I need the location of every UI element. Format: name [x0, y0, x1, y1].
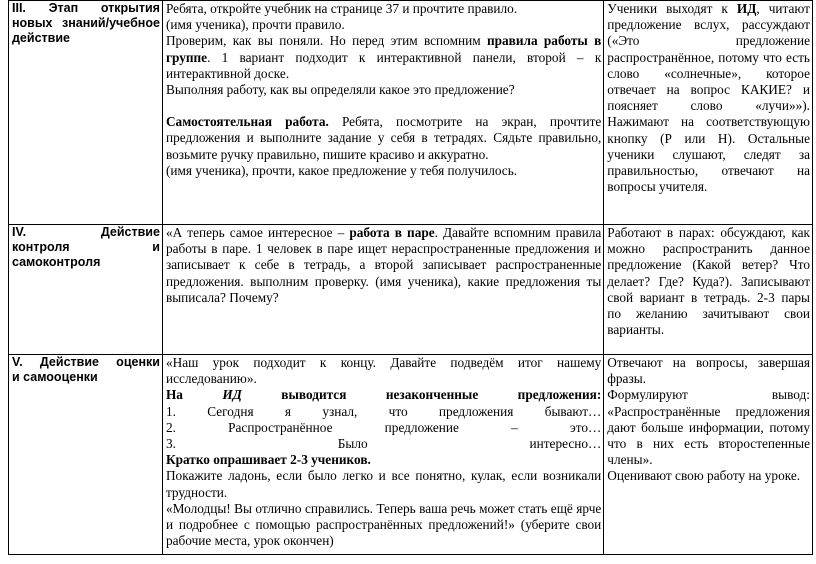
teacher-text: «Наш урок подходит к концу. Давайте подведём итог нашему исследованию».	[165, 355, 602, 387]
students-text: Формулируют вывод: «Распространённые предложения дают больше информации, потому что в них есть второстепенные члены».	[607, 387, 810, 468]
lesson-plan-table	[8, 0, 813, 555]
list-item: 1. Сегодня я узнал, что предложения бывают…	[165, 403, 602, 419]
teacher-activity-cell	[162, 225, 603, 355]
students-text: Отвечают на вопросы, завершая фразы.	[607, 355, 810, 387]
table-row-stage-4	[9, 225, 813, 355]
stage-cell	[9, 225, 163, 355]
bold-abbreviation: ИД	[222, 387, 242, 403]
teacher-text: Ребята, откройте учебник на странице 37 и прочтите правило.	[165, 1, 518, 16]
teacher-text: Выполняя работу, как вы определяли какое это предложение?	[165, 82, 515, 98]
table-row-stage-5	[9, 355, 813, 555]
stage-subtitle: контроля и самоконтроля	[12, 240, 160, 269]
students-activity-cell	[604, 1, 813, 225]
teacher-text: Самостоятельная работа. Ребята, посмотрите на экран, прочтите предложения и выполните задание у себя в тетрадях. Сядьте правильно, возьмите ручку правильно, пишите красиво и аккуратно.	[165, 114, 602, 162]
stage-cell	[9, 355, 163, 555]
stage-title: V. Действие оценки	[12, 355, 160, 369]
stage-title: IV. Действие	[12, 225, 160, 239]
students-text: Ученики выходят к ИД, читают предложение вслух, рассуждают («Это предложение распространённое, потому что есть слово «солнечные», которое отвечает на вопрос КАКИЕ? и поясняет слово «лучи»»). Нажимают на соответствующую кнопку (Р или Н). Остальные ученики слушают, следят за правильностью, отвечают на вопросы учителя.	[607, 1, 810, 195]
bold-phrase: Самостоятельная работа.	[165, 114, 329, 130]
teacher-text: (имя ученика), прочти правило.	[165, 17, 345, 33]
teacher-text: «Молодцы! Вы отлично справились. Теперь ваша речь может стать ещё ярче и подробнее с помощью распространённых предложений!» (уберите свои рабочие места, урок окончен)	[165, 500, 602, 549]
teacher-text: Покажите ладонь, если было легко и все понятно, кулак, если возникали трудности.	[165, 468, 602, 500]
students-activity-cell	[604, 225, 813, 355]
students-activity-cell	[604, 355, 813, 555]
teacher-text: «А теперь самое интересное – работа в паре. Давайте вспомним правила работы в паре. 1 человек в паре ищет нераспространенные предложения и записывает к себе в тетрадь, а второй записывает распространенные предложения. выполним проверку. (имя ученика), какие предложения ты выписала? Почему?	[165, 225, 602, 305]
teacher-activity-cell	[162, 355, 603, 555]
stage-cell	[9, 1, 163, 225]
teacher-text: (имя ученика), прочти, какое предложение у тебя получилось.	[165, 162, 518, 178]
list-item: 3. Было интересно…	[165, 436, 602, 452]
stage-title: III. Этап открытия	[12, 1, 160, 15]
stage-subtitle: новых знаний/учебное действие	[12, 16, 160, 45]
teacher-text: Кратко опрашивает 2-3 учеников.	[165, 452, 371, 468]
bold-abbreviation: ИД	[736, 1, 757, 16]
teacher-activity-cell	[162, 1, 603, 225]
teacher-text: Проверим, как вы поняли. Но перед этим вспомним правила работы в группе. 1 вариант подходит к интерактивной панели, второй – к интерактивной доске.	[165, 33, 602, 81]
students-text: Оценивают свою работу на уроке.	[607, 468, 801, 484]
list-item: 2. Распространённое предложение – это…	[165, 419, 602, 435]
table-row-stage-3	[9, 1, 813, 225]
bold-phrase: правила работы в группе	[165, 33, 602, 65]
teacher-text: На ИД выводится незаконченные предложения:	[165, 387, 602, 403]
bold-phrase: работа в паре	[349, 225, 435, 240]
stage-subtitle: и самооценки	[12, 370, 98, 384]
students-text: Работают в парах: обсуждают, как можно распространить данное предложение (Какой ветер? Что делает? Где? Куда?). Записывают свой вариант в тетрадь. 2-3 пары по желанию зачитывают свои варианты.	[607, 225, 810, 338]
